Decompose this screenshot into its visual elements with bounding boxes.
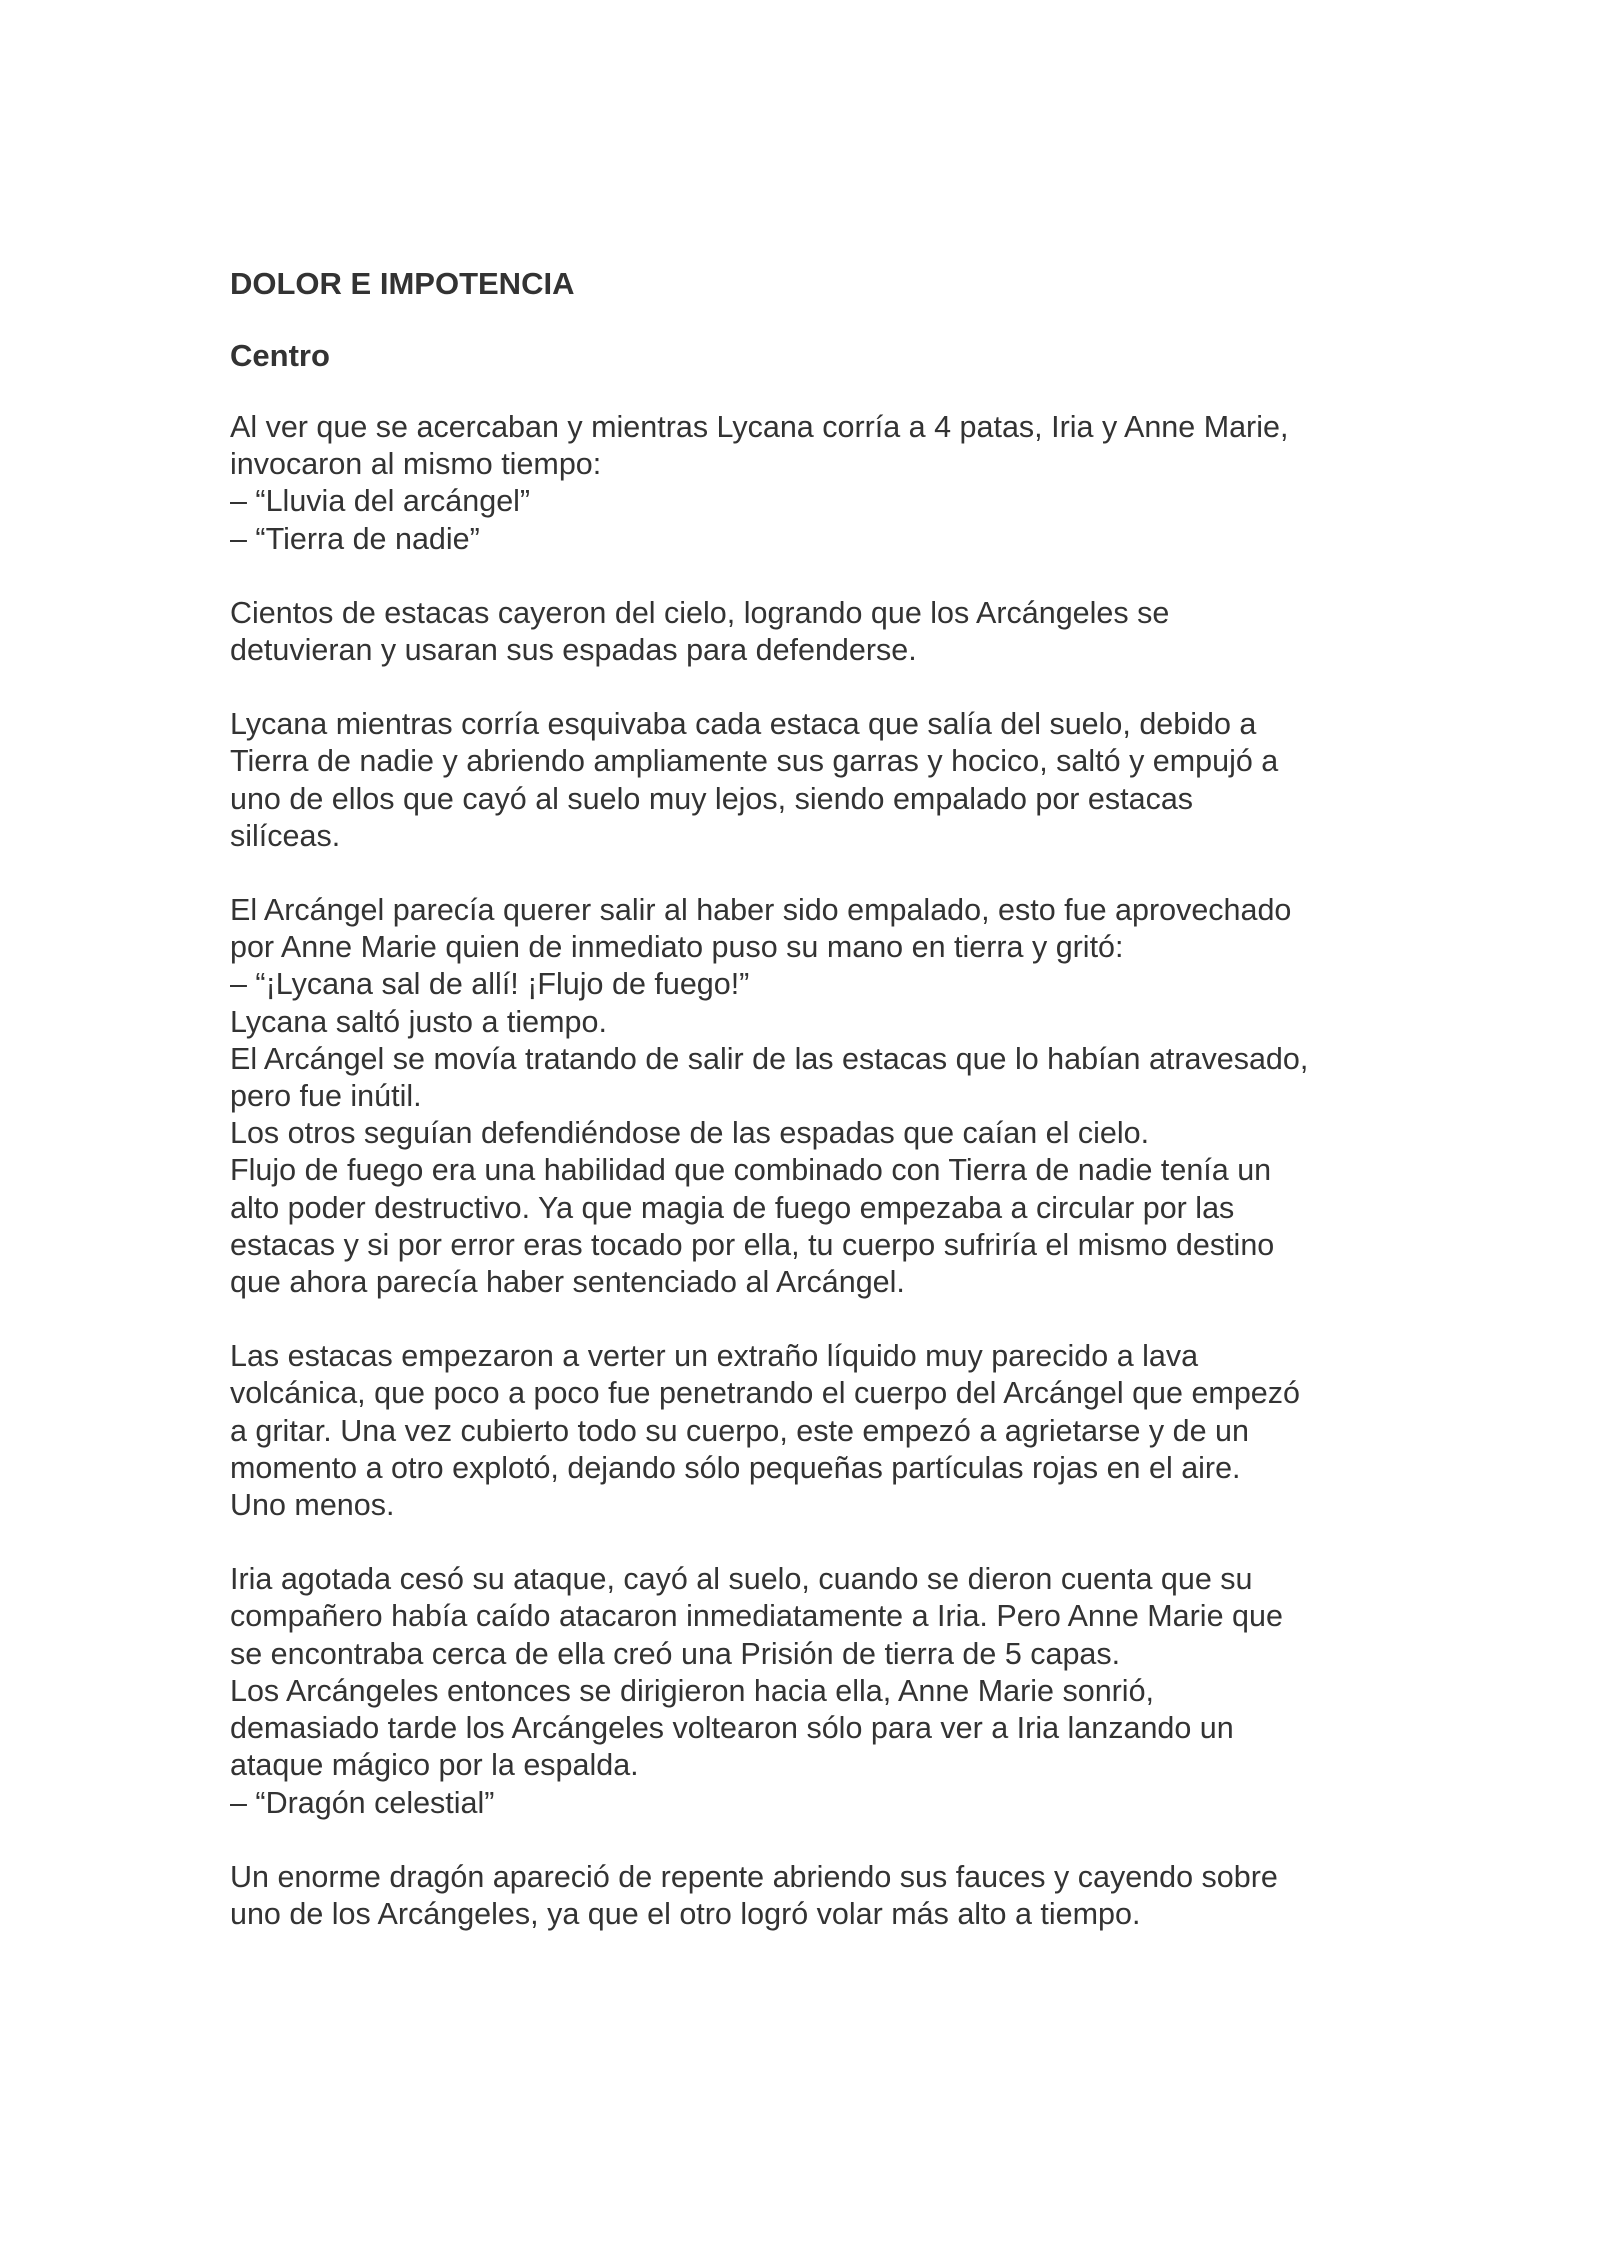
text-line: Uno menos. bbox=[230, 1488, 395, 1523]
text-line: detuvieran y usaran sus espadas para defenderse. bbox=[230, 633, 917, 668]
text-line: invocaron al mismo tiempo: bbox=[230, 447, 602, 482]
paragraph-list bbox=[230, 409, 1390, 1933]
section-subtitle: Centro bbox=[230, 338, 330, 373]
text-line: se encontraba cerca de ella creó una Prisión de tierra de 5 capas. bbox=[230, 1636, 1121, 1671]
text-line: alto poder destructivo. Ya que magia de fuego empezaba a circular por las bbox=[230, 1190, 1235, 1225]
text-line: – “Tierra de nadie” bbox=[230, 521, 480, 556]
text-line: estacas y si por error eras tocado por ella, tu cuerpo sufriría el mismo destino bbox=[230, 1227, 1275, 1262]
text-line: compañero había caído atacaron inmediatamente a Iria. Pero Anne Marie que bbox=[230, 1599, 1283, 1634]
text-line: momento a otro explotó, dejando sólo pequeñas partículas rojas en el aire. bbox=[230, 1450, 1241, 1485]
text-line: Iria agotada cesó su ataque, cayó al suelo, cuando se dieron cuenta que su bbox=[230, 1562, 1253, 1597]
text-line: ataque mágico por la espalda. bbox=[230, 1748, 639, 1783]
text-line: El Arcángel parecía querer salir al haber sido empalado, esto fue aprovechado bbox=[230, 893, 1292, 928]
text-line: Un enorme dragón apareció de repente abriendo sus fauces y cayendo sobre bbox=[230, 1859, 1278, 1894]
text-line: Las estacas empezaron a verter un extraño líquido muy parecido a lava bbox=[230, 1339, 1199, 1374]
text-line: Flujo de fuego era una habilidad que combinado con Tierra de nadie tenía un bbox=[230, 1153, 1272, 1188]
text-line: Los otros seguían defendiéndose de las espadas que caían el cielo. bbox=[230, 1116, 1150, 1151]
text-line: Los Arcángeles entonces se dirigieron hacia ella, Anne Marie sonrió, bbox=[230, 1673, 1155, 1708]
paragraph bbox=[230, 409, 1390, 558]
paragraph bbox=[230, 706, 1390, 855]
document-body bbox=[230, 265, 1390, 1970]
text-line: El Arcángel se movía tratando de salir de las estacas que lo habían atravesado, bbox=[230, 1041, 1309, 1076]
text-line: Lycana saltó justo a tiempo. bbox=[230, 1004, 607, 1039]
text-line: – “Dragón celestial” bbox=[230, 1785, 495, 1820]
text-line: silíceas. bbox=[230, 818, 341, 853]
text-line: por Anne Marie quien de inmediato puso su mano en tierra y gritó: bbox=[230, 930, 1124, 965]
text-line: a gritar. Una vez cubierto todo su cuerpo, este empezó a agrietarse y de un bbox=[230, 1413, 1249, 1448]
text-line: Cientos de estacas cayeron del cielo, logrando que los Arcángeles se bbox=[230, 595, 1170, 630]
text-line: Tierra de nadie y abriendo ampliamente sus garras y hocico, saltó y empujó a bbox=[230, 744, 1279, 779]
paragraph bbox=[230, 892, 1390, 1301]
paragraph bbox=[230, 595, 1390, 669]
text-line: uno de ellos que cayó al suelo muy lejos, siendo empalado por estacas bbox=[230, 781, 1194, 816]
paragraph bbox=[230, 1859, 1390, 1933]
text-line: Lycana mientras corría esquivaba cada estaca que salía del suelo, debido a bbox=[230, 707, 1257, 742]
text-line: pero fue inútil. bbox=[230, 1079, 422, 1114]
paragraph bbox=[230, 1561, 1390, 1821]
text-line: volcánica, que poco a poco fue penetrando el cuerpo del Arcángel que empezó bbox=[230, 1376, 1300, 1411]
text-line: demasiado tarde los Arcángeles voltearon sólo para ver a Iria lanzando un bbox=[230, 1711, 1234, 1746]
chapter-title: DOLOR E IMPOTENCIA bbox=[230, 266, 575, 301]
text-line: Al ver que se acercaban y mientras Lycana corría a 4 patas, Iria y Anne Marie, bbox=[230, 410, 1289, 444]
text-line: que ahora parecía haber sentenciado al Arcángel. bbox=[230, 1265, 905, 1300]
paragraph bbox=[230, 1338, 1390, 1524]
text-line: – “Lluvia del arcángel” bbox=[230, 484, 531, 519]
text-line: uno de los Arcángeles, ya que el otro logró volar más alto a tiempo. bbox=[230, 1896, 1141, 1931]
text-line: – “¡Lycana sal de allí! ¡Flujo de fuego!” bbox=[230, 967, 750, 1002]
